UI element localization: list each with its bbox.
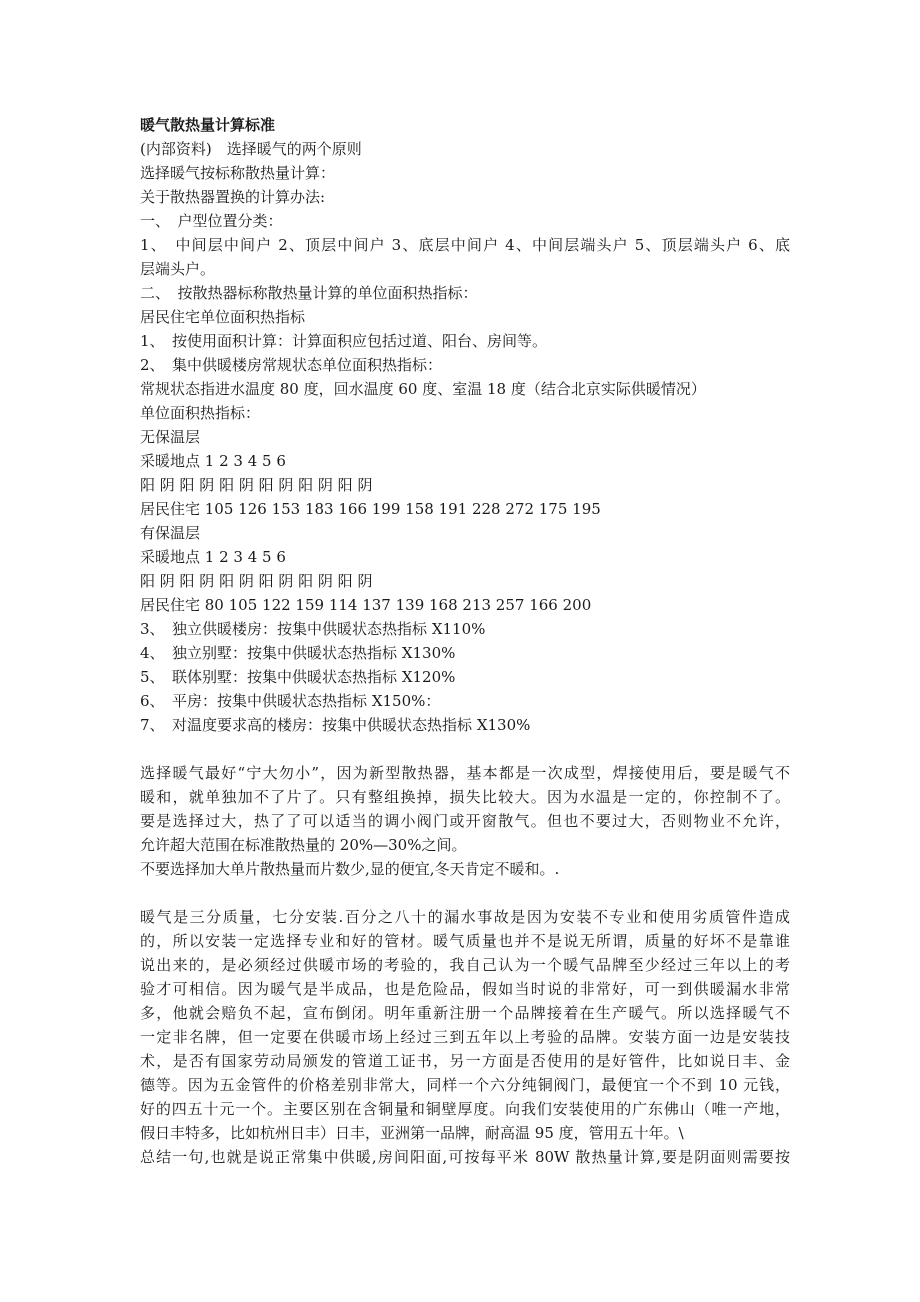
- text-line: 不要选择加大单片散热量而片数少,显的便宜,冬天肯定不暖和。.: [140, 860, 560, 878]
- text-line: 阳 阴 阳 阴 阳 阴 阳 阴 阳 阴 阳 阴: [140, 476, 373, 494]
- text-line: 多，他就会赔负不起，宣布倒闭。明年重新注册一个品牌接着在生产暖气。所以选择暖气不: [140, 1004, 790, 1022]
- text-line: (内部资料) 选择暖气的两个原则: [140, 140, 362, 158]
- section-installation-quality: [140, 905, 790, 1169]
- blank-line: [140, 737, 790, 761]
- text-line: 术，是否有国家劳动局颁发的管道工证书，另一方面是否使用的是好管件，比如说日丰、金: [140, 1052, 790, 1070]
- document-title: 暖气散热量计算标准: [140, 116, 276, 134]
- text-line: 要是选择过大，热了了可以适当的调小阀门或开窗散气。但也不要过大，否则物业不允许，: [140, 812, 790, 830]
- text-line: 暖气是三分质量，七分安装.百分之八十的漏水事故是因为安装不专业和使用劣质管件造成: [140, 908, 790, 926]
- text-line: 层端头户。: [140, 260, 216, 278]
- text-line: 单位面积热指标：: [140, 404, 261, 422]
- text-line: 暖和，就单独加不了片了。只有整组换掉，损失比较大。因为水温是一定的，你控制不了。: [140, 788, 790, 806]
- text-line: 采暖地点 1 2 3 4 5 6: [140, 452, 286, 470]
- text-line: 二、 按散热器标称散热量计算的单位面积热指标：: [140, 284, 478, 302]
- text-line: 阳 阴 阳 阴 阳 阴 阳 阴 阳 阴 阳 阴: [140, 572, 373, 590]
- text-line: 选择暖气最好“宁大勿小”，因为新型散热器，基本都是一次成型，焊接使用后，要是暖气不: [140, 764, 790, 782]
- document-page: [140, 113, 790, 1169]
- text-line: 采暖地点 1 2 3 4 5 6: [140, 548, 286, 566]
- text-line: 总结一句,也就是说正常集中供暖,房间阳面,可按每平米 80W 散热量计算,要是阴面则需要按: [140, 1148, 790, 1166]
- text-line: 德等。因为五金管件的价格差别非常大，同样一个六分纯铜阀门，最便宜一个不到 10 元钱，: [140, 1076, 790, 1094]
- blank-line: [140, 881, 790, 905]
- text-line: 的，所以安装一定选择专业和好的管材。暖气质量也并不是说无所谓，质量的好坏不是靠谁: [140, 932, 790, 950]
- text-line: 验才可相信。因为暖气是半成品，也是危险品，假如当时说的非常好，可一到供暖漏水非常: [140, 980, 790, 998]
- text-line: 2、 集中供暖楼房常规状态单位面积热指标：: [140, 356, 443, 374]
- text-line: 常规状态指进水温度 80 度，回水温度 60 度、室温 18 度（结合北京实际供暖情况）: [140, 380, 706, 398]
- text-line: 1、 中间层中间户 2、顶层中间户 3、底层中间户 4、中间层端头户 5、顶层端头户 6、底: [140, 236, 790, 254]
- text-line: 居民住宅 105 126 153 183 166 199 158 191 228 272 175 195: [140, 500, 601, 518]
- text-line: 1、 按使用面积计算：计算面积应包括过道、阳台、房间等。: [140, 332, 548, 350]
- text-line: 7、 对温度要求高的楼房：按集中供暖状态热指标 X130%: [140, 716, 531, 734]
- text-line: 4、 独立别墅：按集中供暖状态热指标 X130%: [140, 644, 456, 662]
- text-line: 居民住宅单位面积热指标: [140, 308, 306, 326]
- text-line: 关于散热器置换的计算办法:: [140, 188, 326, 206]
- text-line: 允许超大范围在标准散热量的 20%—30%之间。: [140, 836, 467, 854]
- text-line: 说出来的，是必须经过供暖市场的考验的，我自己认为一个暖气品牌至少经过三年以上的考: [140, 956, 790, 974]
- text-line: 6、 平房：按集中供暖状态热指标 X150%：: [140, 692, 441, 710]
- text-line: 一、 户型位置分类：: [140, 212, 283, 230]
- text-line: 有保温层: [140, 524, 201, 542]
- text-line: 3、 独立供暖楼房：按集中供暖状态热指标 X110%: [140, 620, 486, 638]
- section-heating-standards: [140, 137, 790, 737]
- text-line: 好的四五十元一个。主要区别在含铜量和铜壁厚度。向我们安装使用的广东佛山（唯一产地，: [140, 1100, 790, 1118]
- text-line: 假日丰特多，比如杭州日丰）日丰，亚洲第一品牌，耐高温 95 度，管用五十年。\: [140, 1124, 684, 1142]
- section-sizing-advice: [140, 761, 790, 881]
- text-line: 一定非名牌，但一定要在供暖市场上经过三到五年以上考验的品牌。安装方面一边是安装技: [140, 1028, 790, 1046]
- text-line: 居民住宅 80 105 122 159 114 137 139 168 213 257 166 200: [140, 596, 592, 614]
- text-line: 无保温层: [140, 428, 201, 446]
- text-line: 5、 联体别墅：按集中供暖状态热指标 X120%: [140, 668, 456, 686]
- text-line: 选择暖气按标称散热量计算：: [140, 164, 336, 182]
